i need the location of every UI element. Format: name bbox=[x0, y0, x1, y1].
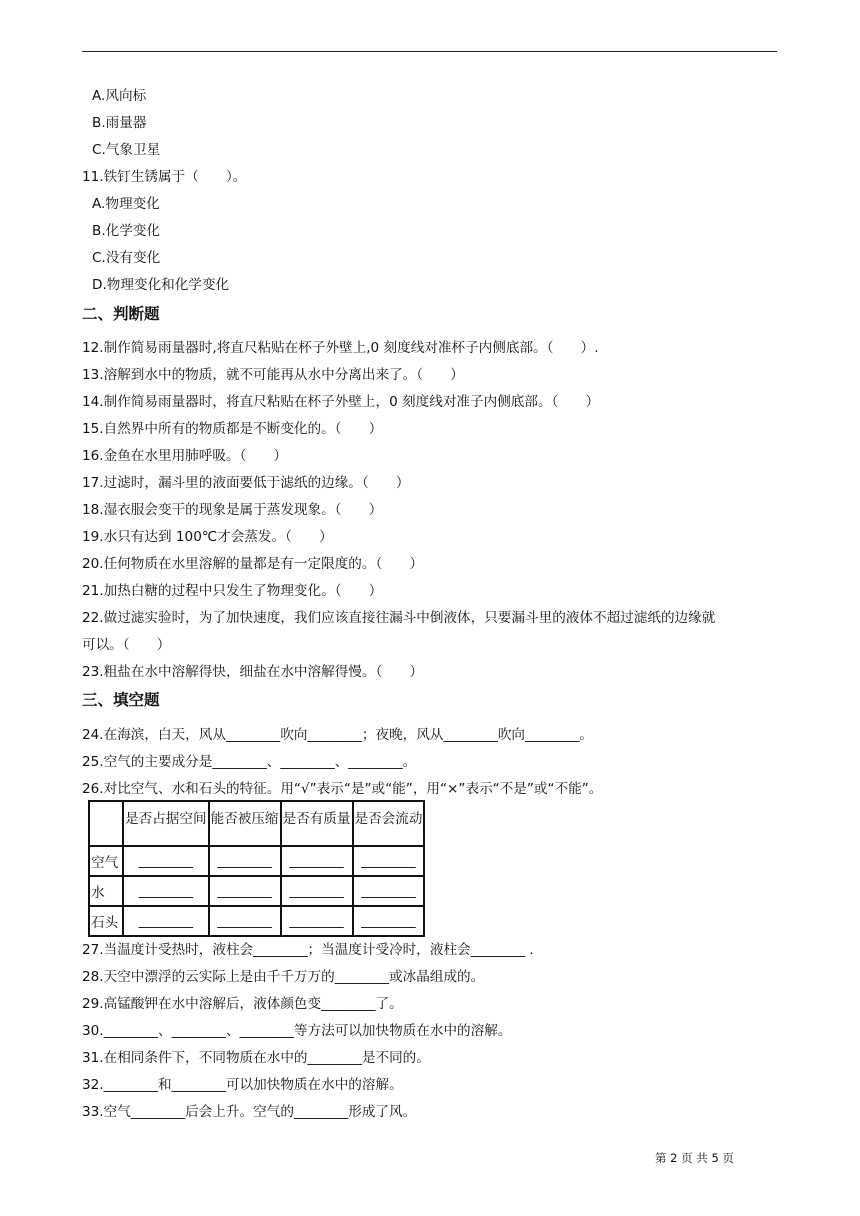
answer-blank: ________ bbox=[281, 876, 353, 906]
answer-blank: ________ bbox=[353, 906, 425, 936]
answer-blank: ________ bbox=[281, 846, 353, 876]
question-16: 16.金鱼在水里用肺呼吸。（ ） bbox=[82, 448, 288, 464]
question-20: 20.任何物质在水里溶解的量都是有一定限度的。（ ） bbox=[82, 556, 424, 572]
question-28: 28.天空中漂浮的云实际上是由千千万万的________或冰晶组成的。 bbox=[82, 969, 485, 985]
question-27: 27.当温度计受热时，液柱会________；当温度计受冷时，液柱会________ . bbox=[82, 942, 534, 958]
question-23: 23.粗盐在水中溶解得快，细盐在水中溶解得慢。（ ） bbox=[82, 664, 424, 680]
question-11: 11.铁钉生锈属于（ ）。 bbox=[82, 169, 247, 185]
question-22: 22.做过滤实验时，为了加快速度，我们应该直接往漏斗中倒液体，只要漏斗里的液体不超过滤纸的边缘就 bbox=[82, 610, 716, 626]
question-17: 17.过滤时，漏斗里的液面要低于滤纸的边缘。（ ） bbox=[82, 475, 410, 491]
question-32: 32.________和________可以加快物质在水中的溶解。 bbox=[82, 1077, 403, 1093]
question-25: 25.空气的主要成分是________、________、________。 bbox=[82, 754, 417, 770]
question-13: 13.溶解到水中的物质，就不可能再从水中分离出来了。（ ） bbox=[82, 367, 464, 383]
answer-blank: ________ bbox=[123, 876, 209, 906]
q11-option-c: C.没有变化 bbox=[92, 250, 161, 266]
answer-blank: ________ bbox=[123, 906, 209, 936]
question-24: 24.在海滨，白天，风从________吹向________；夜晚，风从________吹向________。 bbox=[82, 727, 593, 743]
question-31: 31.在相同条件下，不同物质在水中的________是不同的。 bbox=[82, 1050, 430, 1066]
question-21: 21.加热白糖的过程中只发生了物理变化。（ ） bbox=[82, 583, 383, 599]
answer-blank: ________ bbox=[281, 906, 353, 936]
table-header-row bbox=[89, 801, 424, 846]
option-b: B.雨量器 bbox=[92, 115, 147, 131]
table-corner-cell bbox=[89, 801, 123, 846]
page-number: 第 2 页 共 5 页 bbox=[655, 1151, 734, 1165]
section-title-fill-blank: 三、填空题 bbox=[82, 691, 160, 709]
answer-blank: ________ bbox=[209, 876, 281, 906]
question-12: 12.制作简易雨量器时,将直尺粘贴在杯子外壁上,0 刻度线对准杯子内侧底部。（ ）. bbox=[82, 340, 599, 356]
option-a: A.风向标 bbox=[92, 88, 147, 104]
question-26: 26.对比空气、水和石头的特征。用“√”表示“是”或“能”，用“×”表示“不是”或“不能”。 bbox=[82, 781, 603, 797]
table-row bbox=[89, 876, 424, 906]
answer-blank: ________ bbox=[353, 846, 425, 876]
answer-blank: ________ bbox=[209, 846, 281, 876]
comparison-table bbox=[88, 800, 425, 937]
answer-blank: ________ bbox=[353, 876, 425, 906]
question-19: 19.水只有达到 100℃才会蒸发。（ ） bbox=[82, 529, 333, 545]
section-title-judgement: 二、判断题 bbox=[82, 305, 160, 323]
header-rule bbox=[82, 51, 777, 52]
question-15: 15.自然界中所有的物质都是不断变化的。（ ） bbox=[82, 421, 383, 437]
q11-option-d: D.物理变化和化学变化 bbox=[92, 277, 230, 293]
row-label: 空气 bbox=[89, 846, 123, 876]
q11-option-a: A.物理变化 bbox=[92, 196, 160, 212]
question-30: 30.________、________、________等方法可以加快物质在水中的溶解。 bbox=[82, 1023, 512, 1039]
question-29: 29.高锰酸钾在水中溶解后，液体颜色变________了。 bbox=[82, 996, 403, 1012]
question-33: 33.空气________后会上升。空气的________形成了风。 bbox=[82, 1104, 417, 1120]
q11-option-b: B.化学变化 bbox=[92, 223, 161, 239]
answer-blank: ________ bbox=[209, 906, 281, 936]
table-header-cell: 是否有质量 bbox=[281, 801, 353, 846]
question-18: 18.湿衣服会变干的现象是属于蒸发现象。（ ） bbox=[82, 502, 383, 518]
row-label: 水 bbox=[89, 876, 123, 906]
answer-blank: ________ bbox=[123, 846, 209, 876]
question-14: 14.制作简易雨量器时，将直尺粘贴在杯子外壁上，0 刻度线对准子内侧底部。（ ） bbox=[82, 394, 600, 410]
table-row bbox=[89, 906, 424, 936]
table-header-cell: 能否被压缩 bbox=[209, 801, 281, 846]
table-header-cell: 是否会流动 bbox=[353, 801, 425, 846]
option-c: C.气象卫星 bbox=[92, 142, 161, 158]
question-22-cont: 可以。（ ） bbox=[82, 637, 171, 653]
row-label: 石头 bbox=[89, 906, 123, 936]
table-header-cell: 是否占据空间 bbox=[123, 801, 209, 846]
table-row bbox=[89, 846, 424, 876]
